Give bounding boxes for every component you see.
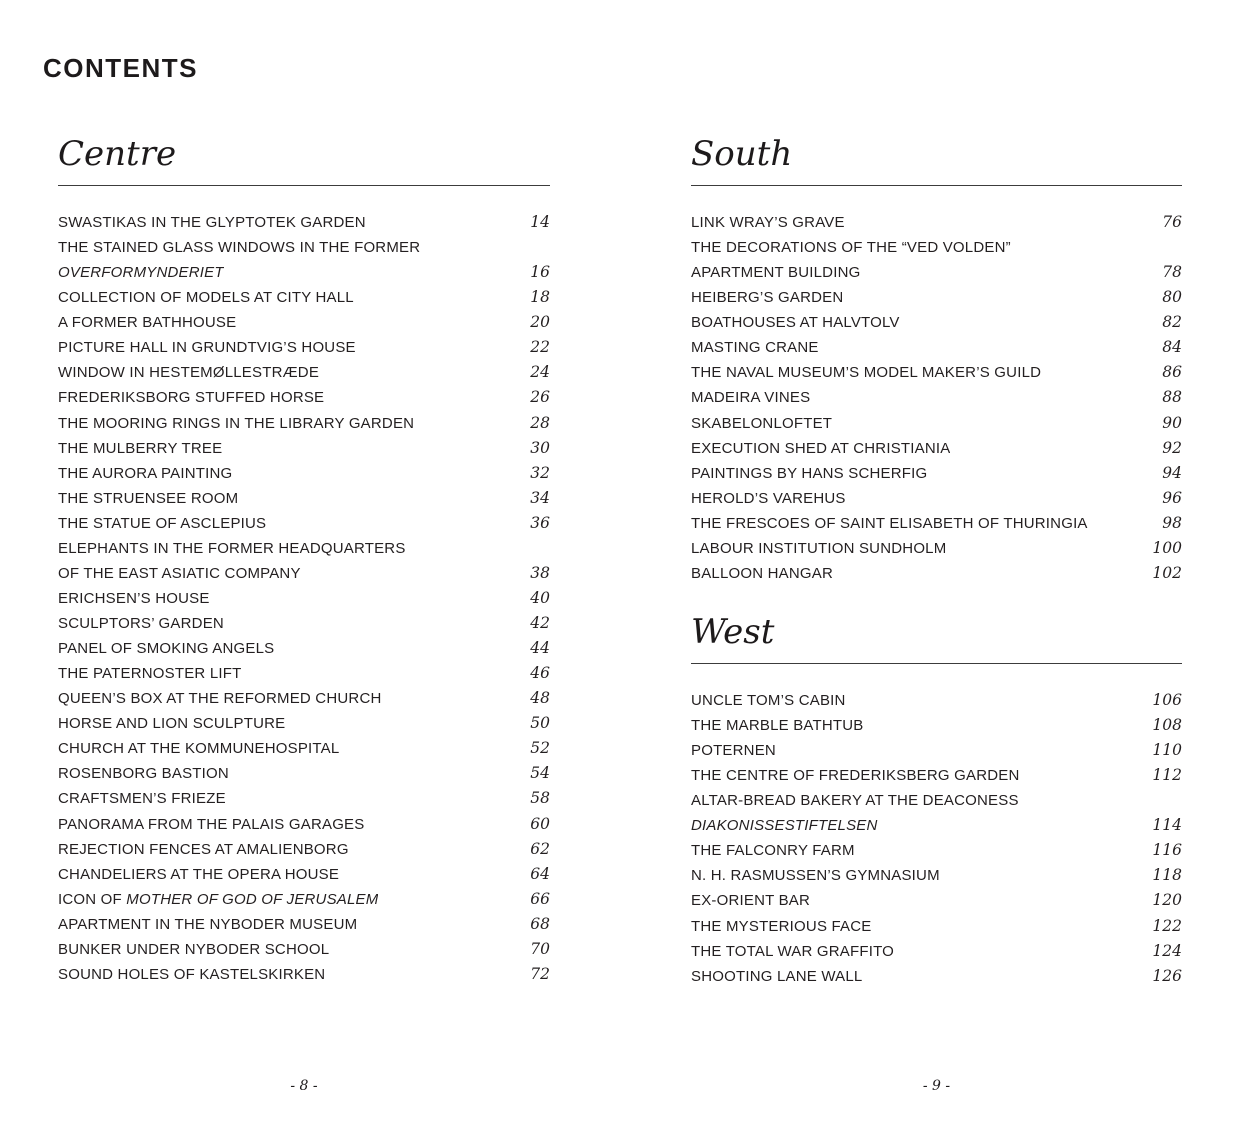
toc-entry-page-number: 94 — [1162, 463, 1182, 482]
toc-entry — [58, 812, 550, 837]
toc-entry-page-number: 18 — [530, 288, 550, 307]
toc-entry — [58, 436, 550, 461]
toc-entry-page-number: 92 — [1162, 438, 1182, 457]
toc-entry-title: PAINTINGS BY HANS SCHERFIG — [691, 464, 928, 482]
toc-entry — [58, 586, 550, 611]
section-heading: South — [691, 134, 793, 174]
toc-entry-title: HORSE AND LION SCULPTURE — [58, 715, 286, 733]
toc-entry-title: THE FALCONRY FARM — [691, 842, 855, 860]
page-number-right: - 9 - — [922, 1078, 951, 1094]
toc-entry-title: THE TOTAL WAR GRAFFITO — [691, 942, 895, 960]
toc-entry-page-number: 42 — [530, 614, 550, 632]
toc-entry-page-number: 116 — [1152, 841, 1182, 860]
toc-entry — [691, 964, 1182, 989]
toc-entry-title: CHANDELIERS AT THE OPERA HOUSE — [58, 865, 340, 883]
toc-entry — [691, 813, 1182, 838]
toc-entry-title: ALTAR-BREAD BAKERY AT THE DEACONESS — [691, 792, 1019, 810]
toc-entry-page-number: 78 — [1162, 263, 1182, 282]
toc-entry — [691, 738, 1182, 763]
toc-entry — [691, 688, 1182, 713]
toc-entry-title: PANORAMA FROM THE PALAIS GARAGES — [58, 815, 365, 833]
toc-entry-title: HEIBERG’S GARDEN — [691, 289, 844, 307]
toc-entry — [691, 486, 1182, 511]
toc-entry-title: THE MULBERRY TREE — [58, 439, 223, 457]
toc-entry — [58, 511, 550, 536]
toc-entry-title: THE CENTRE OF FREDERIKSBERG GARDEN — [691, 767, 1020, 785]
toc-entry-title: APARTMENT BUILDING — [691, 264, 861, 282]
section-rule — [58, 185, 550, 186]
toc-entry — [691, 939, 1182, 964]
toc-entry-page-number: 106 — [1152, 690, 1182, 709]
toc-entry — [691, 285, 1182, 310]
toc-entry-page-number: 40 — [530, 588, 550, 607]
toc-entry-title: LABOUR INSTITUTION SUNDHOLM — [691, 539, 947, 557]
toc-entry — [58, 260, 550, 285]
toc-entry — [691, 461, 1182, 486]
toc-section-centre — [58, 134, 550, 987]
toc-entry-title: THE MARBLE BATHTUB — [691, 717, 864, 734]
toc-entry-page-number: 102 — [1152, 563, 1182, 582]
toc-entry-page-number: 120 — [1152, 891, 1182, 910]
toc-entry — [58, 411, 550, 436]
toc-entry-title: SKABELONLOFTET — [691, 414, 833, 432]
toc-entry-title: COLLECTION OF MODELS AT CITY HALL — [58, 289, 354, 307]
toc-entry-title: THE MYSTERIOUS FACE — [691, 917, 872, 935]
toc-entry-page-number: 48 — [530, 689, 550, 708]
toc-entry-page-number: 46 — [530, 664, 550, 683]
page-number-left: - 8 - — [290, 1078, 318, 1094]
toc-entry-page-number: 86 — [1162, 363, 1182, 382]
toc-entry-page-number: 68 — [530, 914, 550, 933]
toc-entry-page-number: 26 — [530, 388, 550, 407]
toc-entry-title: SHOOTING LANE WALL — [691, 967, 863, 985]
toc-entry-list — [691, 210, 1182, 586]
toc-entry-page-number: 84 — [1162, 338, 1182, 357]
toc-entry-title: ICON OF MOTHER OF GOD OF JERUSALEM — [58, 890, 379, 908]
toc-entry — [58, 862, 550, 887]
toc-entry-title: ERICHSEN’S HOUSE — [58, 589, 210, 607]
toc-entry — [58, 561, 550, 586]
toc-entry-page-number: 80 — [1162, 288, 1182, 307]
toc-entry-title: SCULPTORS’ GARDEN — [58, 615, 224, 632]
toc-entry — [58, 461, 550, 486]
toc-entry-title: THE DECORATIONS OF THE “VED VOLDEN” — [691, 239, 1011, 257]
toc-entry-page-number: 58 — [530, 789, 550, 808]
toc-entry-page-number: 24 — [530, 363, 550, 382]
toc-entry-page-number: 114 — [1152, 816, 1182, 835]
page-title: CONTENTS — [43, 53, 198, 84]
toc-entry-page-number: 118 — [1152, 866, 1182, 885]
toc-entry-page-number: 110 — [1152, 741, 1182, 760]
right-column — [691, 134, 1182, 989]
toc-entry-list — [691, 688, 1182, 989]
toc-section-south — [691, 134, 1182, 586]
toc-entry-title: DIAKONISSESTIFTELSEN — [691, 817, 878, 835]
toc-entry-page-number: 124 — [1152, 941, 1182, 960]
toc-entry-page-number: 32 — [530, 463, 550, 482]
toc-entry-title: ROSENBORG BASTION — [58, 765, 229, 783]
toc-entry-title: SOUND HOLES OF KASTELSKIRKEN — [58, 965, 326, 983]
toc-entry — [691, 511, 1182, 536]
toc-entry — [58, 636, 550, 661]
toc-entry-page-number: 98 — [1162, 513, 1182, 532]
toc-entry — [691, 914, 1182, 939]
toc-entry-page-number: 30 — [530, 438, 550, 457]
toc-entry — [691, 260, 1182, 285]
toc-entry-page-number: 62 — [530, 839, 550, 858]
toc-entry-page-number: 88 — [1162, 388, 1182, 407]
toc-entry-title: SWASTIKAS IN THE GLYPTOTEK GARDEN — [58, 214, 366, 231]
toc-entry — [58, 686, 550, 711]
toc-entry — [58, 360, 550, 385]
toc-entry-title: POTERNEN — [691, 742, 776, 760]
toc-entry-page-number: 54 — [530, 764, 550, 783]
toc-entry-title: ELEPHANTS IN THE FORMER HEADQUARTERS — [58, 539, 406, 557]
toc-section-west — [691, 612, 1182, 989]
toc-entry-title: THE FRESCOES OF SAINT ELISABETH OF THURINGIA — [691, 514, 1088, 532]
toc-entry — [691, 310, 1182, 335]
toc-entry-title: WINDOW IN HESTEMØLLESTRÆDE — [58, 364, 320, 382]
toc-entry — [58, 486, 550, 511]
toc-entry-title: REJECTION FENCES AT AMALIENBORG — [58, 840, 349, 858]
toc-entry-title: THE AURORA PAINTING — [58, 464, 233, 482]
toc-entry-title: UNCLE TOM’S CABIN — [691, 691, 846, 709]
toc-entry-title: THE STRUENSEE ROOM — [58, 489, 239, 507]
toc-entry-page-number: 34 — [530, 488, 550, 507]
toc-entry — [691, 788, 1182, 813]
section-rule — [691, 185, 1182, 186]
toc-entry-title: MASTING CRANE — [691, 339, 819, 357]
toc-entry-title: CHURCH AT THE KOMMUNEHOSPITAL — [58, 740, 340, 758]
toc-entry-title: MADEIRA VINES — [691, 389, 811, 407]
toc-entry-page-number: 50 — [530, 714, 550, 733]
toc-entry-page-number: 70 — [530, 939, 550, 958]
toc-entry — [58, 661, 550, 686]
toc-entry-title: QUEEN’S BOX AT THE REFORMED CHURCH — [58, 690, 382, 708]
toc-entry — [691, 335, 1182, 360]
toc-entry — [58, 761, 550, 786]
toc-entry-page-number: 122 — [1152, 916, 1182, 935]
toc-entry — [58, 962, 550, 987]
toc-entry — [691, 888, 1182, 913]
toc-entry-page-number: 100 — [1152, 538, 1182, 557]
toc-entry-page-number: 38 — [530, 563, 550, 582]
toc-entry — [58, 536, 550, 561]
toc-entry-title: BUNKER UNDER NYBODER SCHOOL — [58, 940, 330, 958]
toc-entry-title: THE PATERNOSTER LIFT — [58, 665, 242, 683]
toc-entry-page-number: 72 — [530, 964, 550, 983]
toc-entry — [691, 561, 1182, 586]
toc-entry-title: EX-ORIENT BAR — [691, 892, 811, 910]
toc-entry-page-number: 64 — [530, 864, 550, 883]
toc-entry — [691, 235, 1182, 260]
toc-entry — [58, 210, 550, 235]
toc-entry — [691, 713, 1182, 738]
toc-entry — [58, 235, 550, 260]
toc-entry — [691, 411, 1182, 436]
toc-entry-title: LINK WRAY’S GRAVE — [691, 214, 845, 231]
toc-entry-page-number: 44 — [530, 639, 550, 658]
toc-entry-page-number: 66 — [530, 889, 550, 908]
toc-entry-title: THE MOORING RINGS IN THE LIBRARY GARDEN — [58, 414, 415, 432]
toc-entry-title: BOATHOUSES AT HALVTOLV — [691, 314, 900, 332]
toc-entry — [691, 385, 1182, 410]
toc-entry-page-number: 96 — [1162, 488, 1182, 507]
toc-entry-page-number: 112 — [1152, 766, 1182, 785]
toc-entry-title: OF THE EAST ASIATIC COMPANY — [58, 564, 301, 582]
section-heading: Centre — [58, 134, 177, 174]
toc-entry-title: THE STATUE OF ASCLEPIUS — [58, 514, 267, 532]
toc-entry-page-number: 22 — [530, 338, 550, 357]
toc-entry — [58, 912, 550, 937]
toc-entry — [58, 310, 550, 335]
toc-entry — [58, 937, 550, 962]
toc-entry — [691, 210, 1182, 235]
toc-entry — [691, 838, 1182, 863]
toc-entry-page-number: 14 — [530, 213, 550, 231]
toc-entry-page-number: 76 — [1162, 213, 1182, 231]
toc-entry-page-number: 20 — [530, 313, 550, 332]
toc-entry — [58, 736, 550, 761]
toc-entry — [691, 536, 1182, 561]
toc-entry — [58, 611, 550, 636]
toc-entry-title: THE STAINED GLASS WINDOWS IN THE FORMER — [58, 239, 421, 257]
toc-entry-page-number: 16 — [530, 263, 550, 282]
toc-entry-title: OVERFORMYNDERIET — [58, 264, 224, 282]
toc-entry-title: PICTURE HALL IN GRUNDTVIG’S HOUSE — [58, 339, 356, 357]
toc-entry — [58, 837, 550, 862]
toc-entry-title: THE NAVAL MUSEUM’S MODEL MAKER’S GUILD — [691, 364, 1042, 382]
toc-entry-title: EXECUTION SHED AT CHRISTIANIA — [691, 439, 951, 457]
left-column — [58, 134, 550, 987]
toc-entry — [691, 360, 1182, 385]
toc-entry-page-number: 60 — [530, 814, 550, 833]
toc-entry-title: FREDERIKSBORG STUFFED HORSE — [58, 389, 325, 407]
toc-entry-page-number: 52 — [530, 739, 550, 758]
toc-entry-title: PANEL OF SMOKING ANGELS — [58, 640, 275, 658]
toc-entry — [691, 863, 1182, 888]
toc-entry-title: BALLOON HANGAR — [691, 564, 834, 582]
toc-entry-title: CRAFTSMEN’S FRIEZE — [58, 790, 226, 808]
toc-entry-page-number: 36 — [530, 513, 550, 532]
toc-entry — [691, 436, 1182, 461]
toc-entry — [58, 285, 550, 310]
section-rule — [691, 663, 1182, 664]
toc-entry-page-number: 108 — [1152, 716, 1182, 734]
toc-entry-title: N. H. RASMUSSEN’S GYMNASIUM — [691, 867, 940, 885]
toc-entry-list — [58, 210, 550, 987]
toc-entry-page-number: 82 — [1162, 313, 1182, 332]
toc-entry-title: HEROLD’S VAREHUS — [691, 489, 846, 507]
toc-entry-page-number: 28 — [530, 413, 550, 432]
toc-entry-page-number: 90 — [1162, 413, 1182, 432]
toc-entry — [691, 763, 1182, 788]
toc-entry-page-number: 126 — [1152, 966, 1182, 985]
toc-entry — [58, 385, 550, 410]
toc-entry — [58, 711, 550, 736]
toc-entry — [58, 887, 550, 912]
toc-entry-title: APARTMENT IN THE NYBODER MUSEUM — [58, 915, 358, 933]
toc-entry-title: A FORMER BATHHOUSE — [58, 314, 237, 332]
section-heading: West — [691, 611, 775, 652]
toc-entry — [58, 335, 550, 360]
toc-entry — [58, 786, 550, 811]
